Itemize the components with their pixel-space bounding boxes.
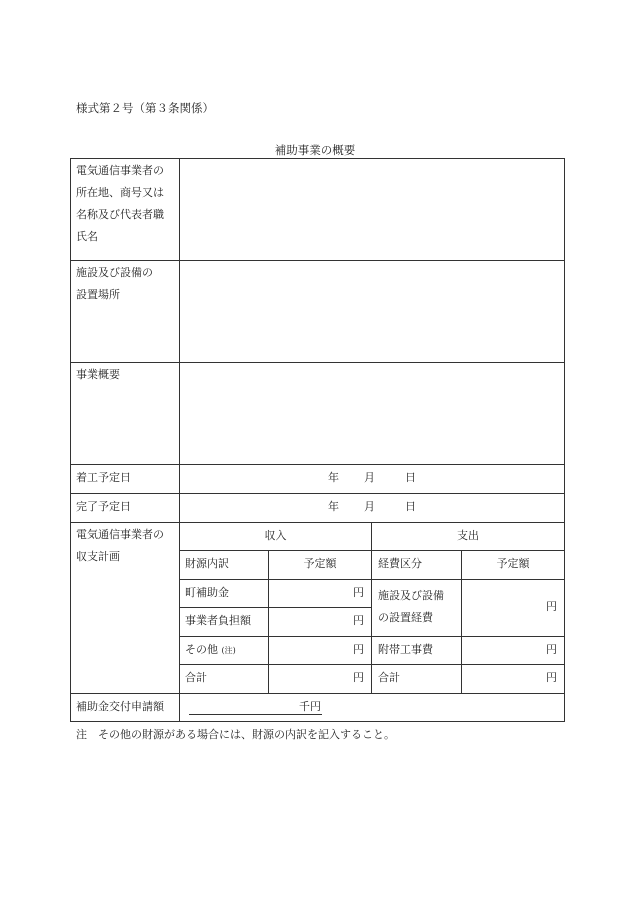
application-form-table [70, 158, 565, 721]
row-line [70, 493, 565, 494]
end-date-label: 完了予定日 [76, 500, 131, 513]
income-item-total: 合計 [185, 671, 207, 684]
table-border-bottom [70, 721, 565, 722]
grant-amount-label: 補助金交付申請額 [76, 700, 164, 713]
income-item-other: その他 (注) [185, 643, 236, 656]
budget-column-divider [371, 522, 372, 693]
site-label-line-1: 施設及び設備の [76, 266, 153, 279]
expense-facility-line-1: 施設及び設備 [378, 589, 444, 602]
income-item-operator-share: 事業者負担額 [185, 614, 251, 627]
grant-amount-field[interactable] [189, 714, 322, 715]
applicant-field[interactable] [180, 159, 564, 260]
operator-share-amount-field[interactable]: 円 [353, 614, 364, 627]
expense-facility-line-2: の設置経費 [378, 611, 433, 624]
site-field[interactable] [180, 261, 564, 362]
start-month-unit: 月 [364, 471, 375, 484]
site-label-line-2: 設置場所 [76, 288, 120, 301]
end-month-unit: 月 [364, 500, 375, 513]
row-line [70, 693, 565, 694]
row-line [70, 464, 565, 465]
budget-label-line-2: 収支計画 [76, 550, 120, 563]
end-year-unit: 年 [328, 500, 339, 513]
row-line [70, 522, 565, 523]
applicant-label-line-1: 電気通信事業者の [76, 164, 164, 177]
start-year-unit: 年 [328, 471, 339, 484]
form-number: 様式第２号（第３条関係） [76, 101, 214, 115]
start-date-label: 着工予定日 [76, 471, 131, 484]
expense-header: 支出 [457, 529, 479, 542]
expense-ancillary: 附帯工事費 [378, 643, 433, 656]
table-border-left [70, 158, 71, 722]
form-title: 補助事業の概要 [274, 143, 356, 157]
town-grant-amount-field[interactable]: 円 [353, 586, 364, 599]
budget-row-line [179, 636, 565, 637]
income-source-header: 財源内訳 [185, 557, 229, 570]
expense-amount-header: 予定額 [496, 557, 530, 570]
income-amount-header: 予定額 [303, 557, 337, 570]
income-item-town-grant: 町補助金 [185, 586, 229, 599]
footnote: 注 その他の財源がある場合には、財源の内訳を記入すること。 [76, 728, 395, 741]
summary-label: 事業概要 [76, 368, 120, 381]
expense-total-amount-field[interactable]: 円 [546, 671, 557, 684]
ancillary-cost-amount-field[interactable]: 円 [546, 643, 557, 656]
table-border-right [564, 158, 565, 722]
expense-total: 合計 [378, 671, 400, 684]
applicant-label-line-2: 所在地、商号又は [76, 186, 164, 199]
budget-row-line [179, 607, 372, 608]
facility-cost-amount-field[interactable]: 円 [546, 600, 557, 613]
budget-row-line [179, 664, 565, 665]
budget-row-line [179, 550, 565, 551]
other-amount-field[interactable]: 円 [353, 643, 364, 656]
applicant-label-line-3: 名称及び代表者職 [76, 208, 164, 221]
income-total-amount-field[interactable]: 円 [353, 671, 364, 684]
grant-amount-unit: 千円 [299, 700, 321, 713]
summary-field[interactable] [180, 363, 564, 464]
income-other-note: (注) [221, 646, 236, 655]
expense-category-header: 経費区分 [378, 557, 422, 570]
applicant-label-line-4: 氏名 [76, 230, 98, 243]
budget-label-line-1: 電気通信事業者の [76, 528, 164, 541]
income-header: 収入 [264, 529, 287, 542]
end-day-unit: 日 [405, 500, 416, 513]
budget-row-line [179, 579, 565, 580]
start-day-unit: 日 [405, 471, 416, 484]
